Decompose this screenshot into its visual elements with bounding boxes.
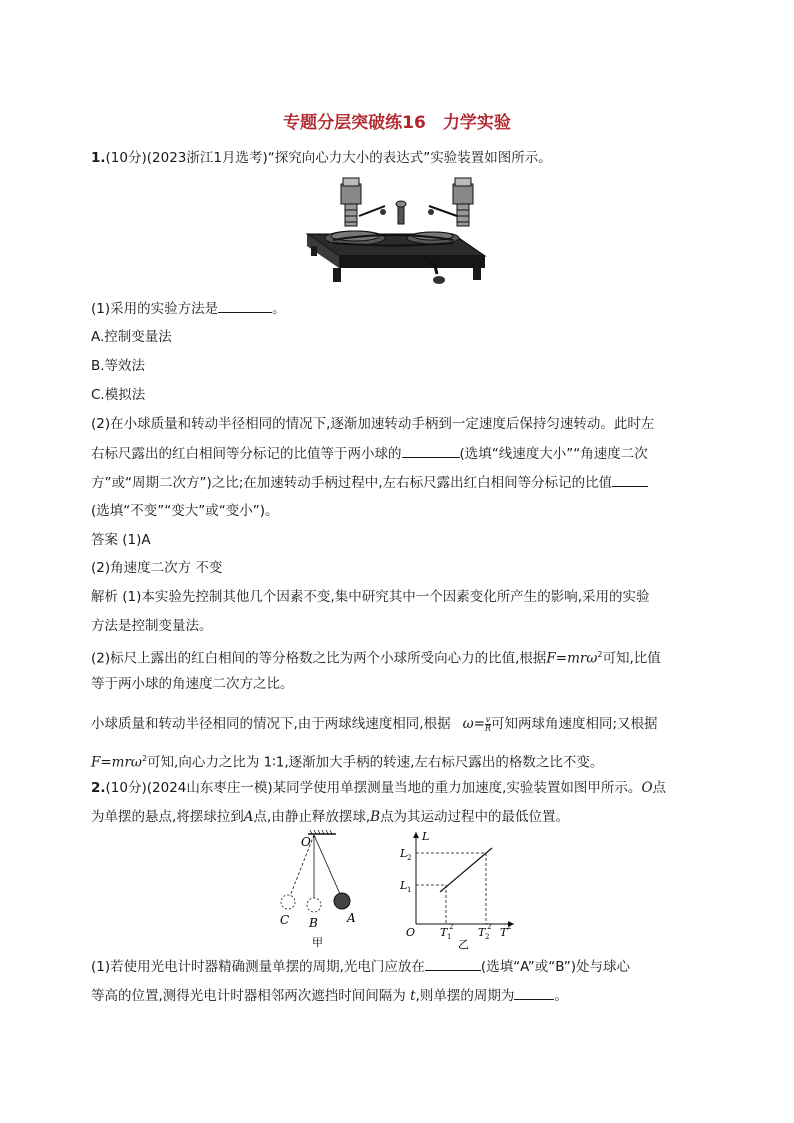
- q2-sub1-line1a: (1)若使用光电计时器精确测量单摆的周期,光电门应放在: [91, 959, 425, 975]
- svg-text:2: 2: [485, 933, 490, 941]
- q1-analysis-line5b: 可知两球角速度相同;又根据: [490, 716, 658, 732]
- pendulum-label-a: A: [347, 911, 356, 925]
- q2-sub1-blank2: [514, 985, 554, 1000]
- q1-sub2-line4: (选填“不变”“变大”或“变小”)。: [91, 503, 279, 519]
- q2-stem-line1a: (10分)(2024山东枣庄一模)某同学使用单摆测量当地的重力加速度,实验装置如图甲所示。: [105, 780, 642, 796]
- q2-stem-line1: [91, 778, 666, 798]
- q1-analysis-line2: 方法是控制变量法。: [91, 618, 213, 634]
- svg-text:2: 2: [449, 923, 454, 931]
- svg-text:2: 2: [507, 923, 512, 931]
- q1-stem-text: (10分)(2023浙江1月选考)“探究向心力大小的表达式”实验装置如图所示。: [105, 150, 552, 166]
- q1-analysis-line3b: 可知,比值: [602, 650, 661, 667]
- centripetal-apparatus-figure: [303, 176, 489, 288]
- pendulum-label-o: O: [301, 835, 311, 849]
- q1-sub1: [91, 298, 286, 319]
- pendulum-label-c: C: [280, 913, 290, 927]
- q1-answer-line1: 答案 (1)A: [91, 532, 151, 548]
- graph-origin: O: [406, 926, 416, 939]
- q1-sub2-blank1: [402, 443, 460, 458]
- q1-sub1-end: 。: [272, 301, 286, 317]
- q2-stem-line2: [91, 807, 569, 827]
- q1-sub2-line2: [91, 443, 648, 464]
- pendulum-label-b: B: [309, 916, 318, 930]
- figure-caption-jia: 甲: [312, 936, 323, 948]
- q2-sub1-line2c: 。: [554, 988, 568, 1004]
- graph-label-t1: T: [440, 926, 448, 939]
- q1-sub2-line2a: 右标尺露出的红白相间等分标记的比值等于两小球的: [91, 446, 402, 462]
- q2-point-a: A: [243, 809, 254, 825]
- pendulum-figure: [272, 828, 372, 948]
- svg-text:1: 1: [407, 886, 412, 894]
- q1-stem: [91, 148, 552, 168]
- graph-label-t2: T: [478, 926, 486, 939]
- q1-sub2-blank2: [612, 472, 648, 487]
- q1-sub2-line3: [91, 472, 648, 493]
- formula-force: F=mrω: [546, 650, 598, 667]
- graph-label-l2: L: [400, 847, 408, 860]
- q1-sub1-blank: [218, 298, 272, 313]
- q2-sub1-line2: [91, 985, 568, 1006]
- q1-sub2-line1: (2)在小球质量和转动半径相同的情况下,逐渐加速转动手柄到一定速度后保持匀速转动。此时左: [91, 416, 655, 432]
- q2-stem-line2c: 点为其运动过程中的最低位置。: [380, 809, 570, 825]
- formula-omega-fraction: $\frac{v}{R}$: [484, 714, 491, 733]
- q1-analysis-line6-text: 可知,向心力之比为 1∶1,逐渐加大手柄的转速,左右标尺露出的格数之比不变。: [147, 754, 604, 771]
- svg-text:1: 1: [447, 933, 452, 941]
- graph-axis-l: L: [422, 830, 430, 843]
- q2-number: 2.: [91, 780, 106, 796]
- figure-caption-yi: 乙: [458, 938, 469, 950]
- q2-point-b: B: [370, 809, 381, 825]
- q2-stem-line2a: 为单摆的悬点,将摆球拉到: [91, 809, 244, 825]
- q1-number: 1.: [91, 150, 106, 166]
- q2-point-o: O: [641, 780, 653, 796]
- q1-sub1-text: (1)采用的实验方法是: [91, 301, 219, 317]
- q1-sub2-line2b: (选填“线速度大小”“角速度二次: [459, 446, 648, 462]
- q2-sub1-line2b: ,则单摆的周期为: [415, 988, 515, 1004]
- graph-axis-t: T: [500, 926, 508, 939]
- q2-sub1-line1b: (选填“A”或“B”)处与球心: [480, 959, 631, 975]
- q2-time-t: t: [410, 988, 416, 1004]
- q2-stem-line2b: 点,由静止释放摆球,: [253, 809, 371, 825]
- length-period-graph: [396, 828, 520, 950]
- page-title: 专题分层突破练16 力学实验: [283, 113, 511, 133]
- q2-sub1-line2a: 等高的位置,测得光电计时器相邻两次遮挡时间间隔为: [91, 988, 411, 1004]
- q1-analysis-line1: 解析 (1)本实验先控制其他几个因素不变,集中研究其中一个因素变化所产生的影响,采用的实验: [91, 589, 650, 605]
- q1-answer-line2: (2)角速度二次方 不变: [91, 560, 223, 576]
- graph-label-l1: L: [400, 879, 408, 892]
- svg-text:2: 2: [407, 854, 412, 862]
- q2-sub1-blank1: [425, 956, 481, 971]
- svg-text:2: 2: [487, 923, 492, 931]
- formula-omega: ω=: [462, 716, 485, 732]
- q1-option-c: C.模拟法: [91, 387, 146, 403]
- q1-analysis-line5: [91, 714, 658, 734]
- formula-force-2: F=mrω: [91, 754, 142, 771]
- q2-stem-line1b: 点: [652, 780, 667, 796]
- q1-analysis-line6: F=mrω$^2$可知,向心力之比为 1∶1,逐渐加大手柄的转速,左右标尺露出的格数之比不变。: [91, 754, 604, 771]
- q1-option-b: B.等效法: [91, 358, 146, 374]
- q1-analysis-line3: (2)标尺上露出的红白相间的等分格数之比为两个小球所受向心力的比值,根据F=mrω$^2$可知,比值: [91, 650, 661, 667]
- q1-analysis-line3a: (2)标尺上露出的红白相间的等分格数之比为两个小球所受向心力的比值,根据: [91, 650, 547, 667]
- q1-analysis-line4: 等于两小球的角速度二次方之比。: [91, 676, 294, 692]
- q1-analysis-line5a: 小球质量和转动半径相同的情况下,由于两球线速度相同,根据: [91, 716, 451, 732]
- q1-sub2-line3-text: 方”或“周期二次方”)之比;在加速转动手柄过程中,左右标尺露出红白相间等分标记的比值: [91, 475, 613, 491]
- q1-option-a: A.控制变量法: [91, 329, 172, 345]
- q2-sub1-line1: [91, 956, 630, 977]
